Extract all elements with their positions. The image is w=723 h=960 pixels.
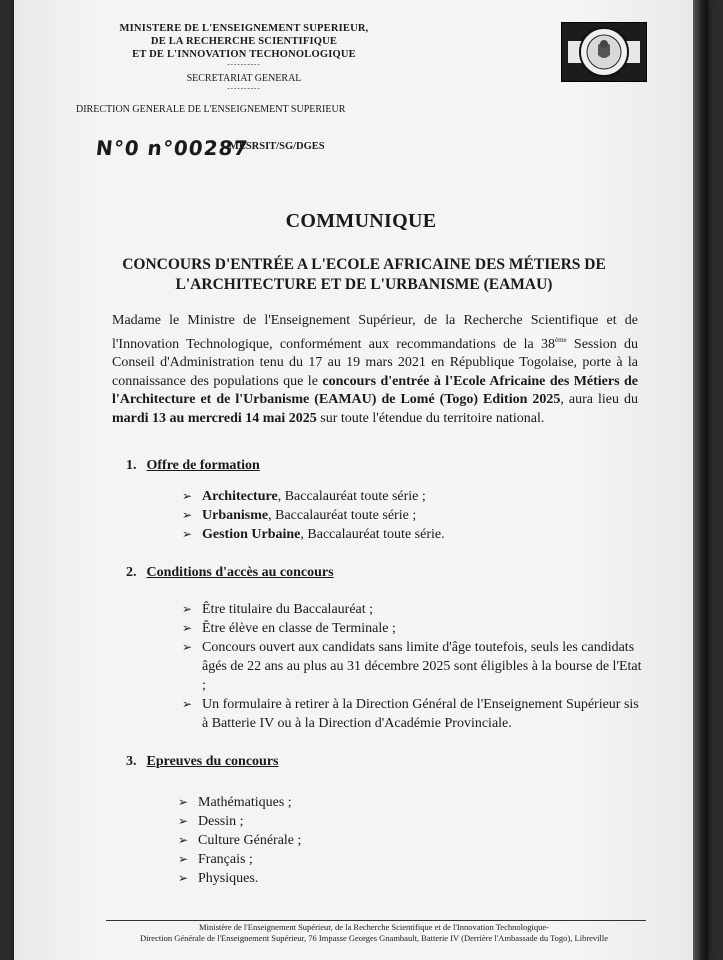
- item-text: Français ;: [198, 852, 253, 867]
- arrow-bullet-icon: ➢: [182, 697, 193, 711]
- list-item: [182, 638, 642, 695]
- training-offer-list: [182, 487, 622, 544]
- section-heading-epreuves: [126, 754, 278, 770]
- paragraph-bold-text: mardi 13 au mercredi 14 mai 2025: [112, 410, 317, 426]
- communique-paragraph: [112, 312, 638, 428]
- secretariat-label: SECRETARIAT GENERAL: [186, 73, 302, 84]
- section-number: 3.: [126, 754, 137, 769]
- footer-line1: Ministère de l'Enseignement Supérieur, de la Recherche Scientifique et de l'Innovation Technologique-: [199, 922, 549, 932]
- official-seal-logo: [561, 22, 647, 82]
- paragraph-text: Session du Conseil d'Administration tenu du 17 au 19 mars 2021 en République Togolaise, porte à la connaissance des populations que le: [112, 336, 638, 389]
- item-text: Un formulaire à retirer à la Direction Général de l'Enseignement Supérieur sis à Batterie IV ou à la Direction d'Académie Provinciale.: [202, 697, 639, 731]
- section-label: Conditions d'accès au concours: [146, 565, 334, 580]
- list-item: [182, 525, 622, 544]
- paragraph-text: sur toute l'étendue du territoire national.: [316, 410, 545, 426]
- arrow-bullet-icon: ➢: [178, 814, 189, 828]
- item-bold-text: Urbanisme: [202, 508, 269, 523]
- photo-edge-shadow: [693, 0, 708, 960]
- list-item: [178, 793, 478, 812]
- list-item: [182, 619, 642, 638]
- arrow-bullet-icon: ➢: [178, 852, 189, 866]
- paragraph-text: , aura lieu du: [560, 392, 638, 407]
- header-separator: ----------: [227, 84, 261, 92]
- section-label: Offre de formation: [146, 458, 260, 473]
- document-subtitle: [104, 255, 624, 295]
- list-item: [182, 506, 622, 525]
- item-text: Être titulaire du Baccalauréat ;: [202, 602, 374, 617]
- subtitle-line2: L'ARCHITECTURE ET DE L'URBANISME (EAMAU): [175, 276, 553, 293]
- item-text: Culture Générale ;: [198, 833, 302, 848]
- ministry-name-line1: MINISTERE DE L'ENSEIGNEMENT SUPERIEUR,: [119, 23, 369, 34]
- item-bold-text: Architecture: [202, 489, 278, 504]
- item-text: Mathématiques ;: [198, 795, 292, 810]
- arrow-bullet-icon: ➢: [182, 640, 193, 654]
- item-bold-text: Gestion Urbaine: [202, 527, 301, 542]
- list-item: [178, 831, 478, 850]
- item-text: , Baccalauréat toute série ;: [277, 489, 426, 504]
- paragraph-text: Madame le Ministre de l'Enseignement Supérieur, de la Recherche Scientifique et de l'Innovation Technologique, conformément aux recommandations de la 38: [112, 313, 638, 352]
- direction-label: DIRECTION GENERALE DE L'ENSEIGNEMENT SUPERIEUR: [76, 104, 346, 115]
- arrow-bullet-icon: ➢: [182, 602, 193, 616]
- item-text: Dessin ;: [198, 814, 244, 829]
- footer-line2: Direction Générale de l'Enseignement Supérieur, 76 Impasse Georges Gnambault, Batterie IV (Derrière l'Ambassade du Togo), Libreville: [139, 933, 609, 943]
- reference-suffix: /MESRSIT/SG/DGES: [226, 141, 325, 152]
- item-text: , Baccalauréat toute série ;: [268, 508, 417, 523]
- document-title: COMMUNIQUE: [285, 210, 437, 232]
- arrow-bullet-icon: ➢: [182, 621, 193, 635]
- arrow-bullet-icon: ➢: [178, 795, 189, 809]
- ministry-name-line3: ET DE L'INNOVATION TECHONOLOGIQUE: [132, 49, 356, 60]
- section-heading-offre: [126, 458, 260, 474]
- ordinal-superscript: ème: [554, 335, 567, 344]
- paragraph-bold-text: concours d'entrée à l'Ecole Africaine des Métiers de l'Architecture et de l'Urbanisme (EAMAU) de Lomé (Togo) Edition 2025: [112, 373, 638, 407]
- list-item: [178, 812, 478, 831]
- section-number: 1.: [126, 458, 137, 473]
- list-item: [182, 695, 642, 733]
- section-heading-conditions: [126, 565, 334, 581]
- item-text: , Baccalauréat toute série.: [300, 527, 445, 542]
- list-item: [178, 850, 478, 869]
- handwritten-reference-number: N°0 n°00287: [94, 136, 250, 160]
- footer-divider: [106, 920, 646, 921]
- exam-subjects-list: [178, 793, 478, 888]
- section-label: Epreuves du concours: [146, 754, 279, 769]
- subtitle-line1: CONCOURS D'ENTRÉE A L'ECOLE AFRICAINE DES MÉTIERS DE: [122, 256, 606, 273]
- item-text: Concours ouvert aux candidats sans limite d'âge toutefois, seuls les candidats âgés de 22 ans au plus au 31 décembre 2025 sont éligibles à la bourse de l'Etat ;: [202, 640, 642, 693]
- page-footer: [54, 922, 694, 944]
- arrow-bullet-icon: ➢: [182, 489, 193, 503]
- ministry-header: [74, 22, 414, 92]
- document-page: [14, 0, 708, 960]
- arrow-bullet-icon: ➢: [178, 871, 189, 885]
- ministry-name-line2: DE LA RECHERCHE SCIENTIFIQUE: [150, 36, 338, 47]
- arrow-bullet-icon: ➢: [178, 833, 189, 847]
- header-separator: ----------: [227, 60, 261, 68]
- list-item: [182, 600, 642, 619]
- list-item: [182, 487, 622, 506]
- arrow-bullet-icon: ➢: [182, 527, 193, 541]
- item-text: Être élève en classe de Terminale ;: [202, 621, 396, 636]
- list-item: [178, 869, 478, 888]
- item-text: Physiques.: [198, 871, 259, 886]
- arrow-bullet-icon: ➢: [182, 508, 193, 522]
- access-conditions-list: [182, 600, 642, 733]
- section-number: 2.: [126, 565, 137, 580]
